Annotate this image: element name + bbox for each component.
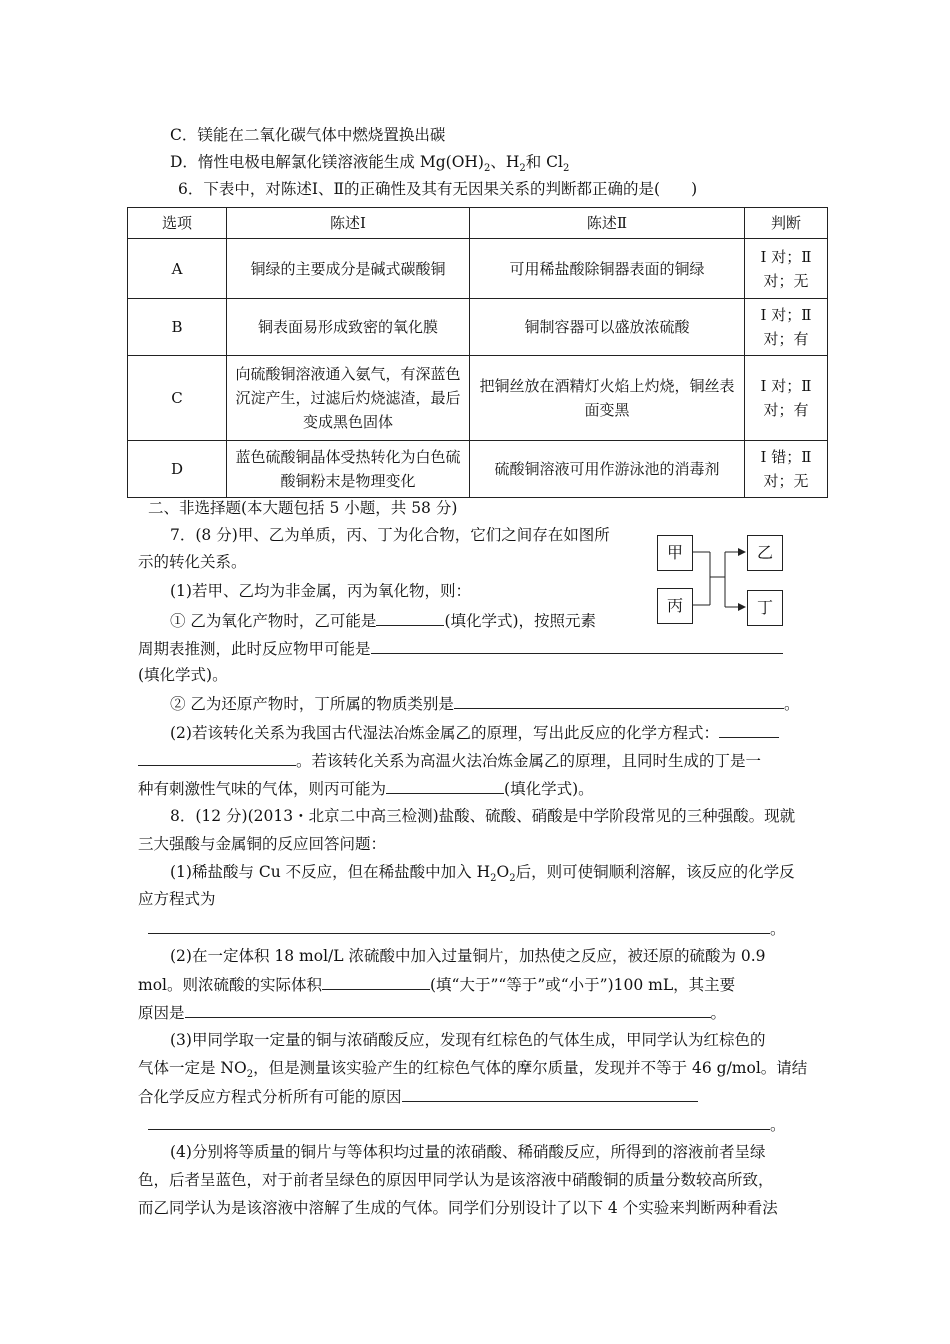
table-header-row (128, 208, 828, 239)
diagram-box-bing: 丙 (657, 588, 693, 624)
q8-line-10: 气体一定是 $NO_2$，但是测量该实验产生的红棕色气体的摩尔质量，发现并不等于 46 g/mol。请结 (138, 1059, 808, 1081)
blank-q8-2[interactable] (322, 973, 430, 990)
q8-line-12: 。 (148, 1113, 786, 1136)
q8-line-14: 色，后者呈蓝色，对于前者呈绿色的原因甲同学认为是该溶液中硝酸铜的质量分数较高所致， (138, 1171, 774, 1189)
blank-q7-1[interactable] (376, 609, 444, 626)
q7-line-10: 种有刺激性气味的气体，则丙可能为 (填化学式)。 (138, 777, 594, 800)
q8-line-1: 8．(12 分)(2013・北京二中高三检测)盐酸、硫酸、硝酸是中学阶段常见的三种强酸。现就 (170, 807, 796, 825)
cell-statement-1: 蓝色硫酸铜晶体受热转化为白色硫酸铜粉末是物理变化 (227, 441, 470, 498)
table-row (128, 356, 828, 441)
cell-judgment: Ⅰ 错；Ⅱ 对；无 (745, 441, 828, 498)
blank-q7-3[interactable] (454, 692, 784, 709)
q8-line-6: (2)在一定体积 18 mol/L 浓硫酸中加入过量铜片，加热使之反应，被还原的硫酸为 0.9 (170, 947, 766, 965)
q8-line-15: 而乙同学认为是该溶液中溶解了生成的气体。同学们分别设计了以下 4 个实验来判断两种看法 (138, 1199, 778, 1217)
blank-q7-6[interactable] (386, 777, 504, 794)
cell-statement-2: 铜制容器可以盛放浓硫酸 (470, 299, 745, 356)
header-option: 选项 (128, 208, 227, 239)
q8-line-2: 三大强酸与金属铜的反应回答问题： (138, 835, 387, 853)
cell-statement-2: 把铜丝放在酒精灯火焰上灼烧，铜丝表面变黑 (470, 356, 745, 441)
q7-line-3: (1)若甲、乙均为非金属，丙为氧化物，则： (170, 582, 471, 600)
diagram-box-yi: 乙 (747, 535, 783, 571)
q8-line-4: 应方程式为 (138, 890, 216, 908)
q7-line-8: (2)若该转化关系为我国古代湿法冶炼金属乙的原理，写出此反应的化学方程式： (170, 721, 779, 744)
q7-line-2: 示的转化关系。 (138, 553, 247, 571)
option-c: C．镁能在二氧化碳气体中燃烧置换出碳 (170, 126, 446, 144)
header-statement-2: 陈述Ⅱ (470, 208, 745, 239)
cell-judgment: Ⅰ 对；Ⅱ 对；有 (745, 356, 828, 441)
cell-statement-1: 铜表面易形成致密的氧化膜 (227, 299, 470, 356)
blank-q8-4[interactable] (402, 1085, 698, 1102)
cell-statement-1: 向硫酸铜溶液通入氨气，有深蓝色沉淀产生，过滤后灼烧滤渣，最后变成黑色固体 (227, 356, 470, 441)
table-row (128, 299, 828, 356)
cell-statement-2: 可用稀盐酸除铜器表面的铜绿 (470, 239, 745, 299)
q8-line-5: 。 (148, 917, 786, 940)
blank-q8-1[interactable] (148, 917, 770, 934)
cell-judgment: Ⅰ 对；Ⅱ 对；无 (745, 239, 828, 299)
blank-q8-5[interactable] (148, 1113, 770, 1130)
cell-option: C (128, 356, 227, 441)
q8-line-9: (3)甲同学取一定量的铜与浓硝酸反应，发现有红棕色的气体生成，甲同学认为红棕色的 (170, 1031, 766, 1049)
option-d: D．惰性电极电解氯化镁溶液能生成 $Mg(OH)_2$、$H_2$和 $Cl_2$ (170, 153, 570, 175)
diagram-box-ding: 丁 (747, 590, 783, 626)
question-6: 6．下表中，对陈述Ⅰ、Ⅱ的正确性及其有无因果关系的判断都正确的是( ) (178, 180, 698, 198)
blank-q8-3[interactable] (185, 1001, 711, 1018)
q7-line-5: 周期表推测，此时反应物甲可能是 (138, 637, 783, 660)
q7-line-7: ② 乙为还原产物时，丁所属的物质类别是 。 (170, 692, 799, 715)
table-row (128, 239, 828, 299)
blank-q7-2[interactable] (371, 637, 783, 654)
header-judgment: 判断 (745, 208, 828, 239)
cell-statement-1: 铜绿的主要成分是碱式碳酸铜 (227, 239, 470, 299)
q7-line-1: 7．(8 分)甲、乙为单质，丙、丁为化合物，它们之间存在如图所 (170, 526, 610, 544)
question-6-table (127, 207, 828, 498)
diagram-box-jia: 甲 (657, 535, 693, 571)
q7-line-6: (填化学式)。 (138, 666, 228, 684)
cell-option: A (128, 239, 227, 299)
cell-judgment: Ⅰ 对；Ⅱ 对；有 (745, 299, 828, 356)
header-statement-1: 陈述Ⅰ (227, 208, 470, 239)
blank-q7-4[interactable] (719, 721, 779, 738)
table-row (128, 441, 828, 498)
q8-line-7: mol。则浓硫酸的实际体积 (填“大于”“等于”或“小于”)100 mL，其主要 (138, 973, 735, 996)
blank-q7-5[interactable] (138, 749, 296, 766)
q8-line-11: 合化学反应方程式分析所有可能的原因 (138, 1085, 698, 1108)
q8-line-3: (1)稀盐酸与 Cu 不反应，但在稀盐酸中加入 $H_2O_2$后，则可使铜顺利溶解，该反应的化学反 (170, 863, 795, 885)
q7-line-9: 。若该转化关系为高温火法冶炼金属乙的原理，且同时生成的丁是一 (138, 749, 761, 772)
q7-line-4: ① 乙为氧化产物时，乙可能是 (填化学式)，按照元素 (170, 609, 596, 632)
cell-option: D (128, 441, 227, 498)
q8-line-13: (4)分别将等质量的铜片与等体积均过量的浓硝酸、稀硝酸反应，所得到的溶液前者呈绿 (170, 1143, 766, 1161)
cell-statement-2: 硫酸铜溶液可用作游泳池的消毒剂 (470, 441, 745, 498)
cell-option: B (128, 299, 227, 356)
q8-line-8: 原因是 。 (138, 1001, 726, 1024)
section-2-heading: 二、非选择题(本大题包括 5 小题，共 58 分) (148, 499, 458, 517)
diagram-arrows (655, 530, 750, 630)
